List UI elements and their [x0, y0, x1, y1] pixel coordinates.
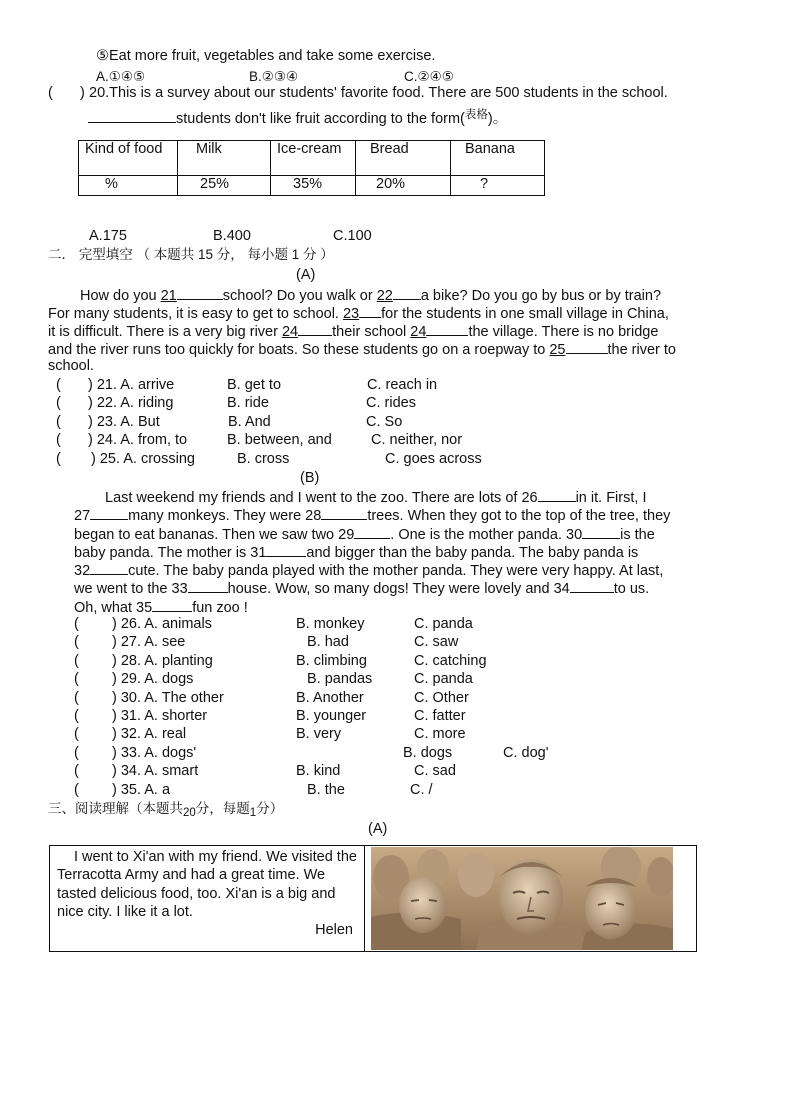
question-option-b: B. ride: [227, 395, 269, 412]
answer-paren: (: [74, 763, 79, 780]
question-option-a: ) 26. A. animals: [112, 616, 212, 632]
passage-text: it is difficult. There is a very big river: [48, 324, 282, 340]
table-cell: 20%: [356, 176, 451, 196]
q20-option-a: A.175: [89, 228, 127, 244]
question-option-a: ) 34. A. smart: [112, 763, 199, 780]
q19-option-a: A.①④⑤: [96, 69, 146, 84]
section-3-title-text: 分）: [256, 801, 284, 816]
q20-option-c: C.100: [333, 228, 372, 244]
blank-23: 23: [342, 306, 360, 322]
passage-text: and bigger than the baby panda. The baby panda is: [306, 545, 639, 561]
passage-text: began to eat bananas. Then we saw two: [74, 527, 339, 543]
passage-text: and the river runs too quickly for boats. So these students go on a roepway to: [48, 342, 550, 358]
question-option-a: ) 24. A. from, to: [88, 432, 188, 449]
question-option-b: B. get to: [227, 377, 282, 393]
answer-blank: [188, 578, 228, 593]
answer-blank: [359, 303, 381, 318]
question-option-c: C. catching: [414, 652, 487, 669]
question-option-c: C. /: [410, 781, 433, 798]
question-option-a: ) 23. A. But: [88, 413, 160, 430]
question-option-b: B. cross: [237, 450, 290, 467]
passage-text: fun zoo !: [192, 600, 248, 616]
answer-blank: [354, 524, 390, 539]
question-option-b: B. monkey: [296, 616, 365, 632]
section-3-title: [48, 800, 283, 819]
passage-text: we went to the: [74, 581, 172, 597]
passage-text: Last weekend my friends and I went to the zoo. There are lots of: [105, 490, 522, 506]
q20-line2-text: students don't like fruit according to the form(: [176, 111, 465, 127]
food-survey-table: [78, 140, 545, 196]
question-option-c: C. sad: [414, 763, 456, 780]
answer-paren: (: [74, 744, 79, 761]
answer-blank: [88, 108, 176, 123]
answer-blank: [393, 285, 421, 300]
question-option-b: B. the: [307, 781, 345, 798]
passage-text: school? Do you walk or: [222, 288, 377, 304]
passage-text: many monkeys. They were: [128, 508, 306, 524]
question-option-c: C. reach in: [367, 377, 438, 393]
answer-paren: (: [56, 395, 61, 412]
answer-blank: [90, 560, 128, 575]
answer-blank: [90, 505, 128, 520]
table-header-cell: Ice-cream: [271, 141, 356, 176]
table-header-cell: Kind of food: [79, 141, 178, 176]
table-cell: %: [79, 176, 178, 196]
passage-a-line: school.: [48, 358, 94, 374]
answer-blank: [426, 321, 468, 336]
passage-b-line: [74, 542, 638, 562]
passage-b-line: [74, 524, 655, 544]
question-option-b: B. very: [296, 726, 342, 743]
passage-text: Oh, what 35: [74, 600, 153, 616]
q19-option-b: B.②③④: [249, 69, 299, 84]
question-option-c: C. Other: [414, 689, 469, 706]
passage-text: cute. The baby panda played with the mother panda. They were very happy. At last,: [128, 563, 664, 579]
answer-paren: (: [56, 450, 61, 467]
answer-paren: (: [74, 652, 79, 669]
passage-b-line: [74, 597, 248, 617]
passage-text: the river to: [607, 342, 676, 358]
question-option-c: C. fatter: [414, 708, 466, 724]
question-option-b: B. climbing: [296, 652, 367, 669]
question-option-c: C. dog': [503, 744, 549, 761]
blank-24: 24: [410, 324, 427, 340]
answer-paren: (: [74, 781, 79, 798]
answer-blank: [177, 285, 223, 300]
passage-text: the village. There is no bridge: [468, 324, 659, 340]
question-option-a: ) 29. A. dogs: [112, 671, 194, 688]
passage-a-line: [80, 285, 661, 305]
passage-b-line: [74, 578, 649, 598]
part-b-label: (B): [300, 470, 320, 486]
blank-26: 26: [521, 490, 538, 506]
passage-a-line: [48, 303, 669, 323]
passage-text: is the: [620, 527, 655, 543]
question-option-c: C. panda: [414, 616, 473, 632]
table-cell: ?: [451, 176, 545, 196]
passage-a-line: [48, 321, 658, 341]
passage-b-line: [74, 560, 663, 580]
answer-paren: (: [74, 671, 79, 688]
blank-30: 30: [566, 527, 583, 543]
q19-item-5: ⑤Eat more fruit, vegetables and take some exercise.: [96, 48, 436, 64]
question-option-a: ) 35. A. a: [112, 781, 171, 798]
answer-blank: [152, 597, 192, 612]
passage-text: How do you: [80, 288, 161, 304]
question-option-a: ) 32. A. real: [112, 726, 187, 743]
table-header-cell: Milk: [178, 141, 271, 176]
passage-text: For many students, it is easy to get to school.: [48, 306, 343, 322]
q20-paren-close: ): [80, 85, 85, 101]
blank-31: 31: [250, 545, 267, 561]
reading-passage: [57, 848, 357, 939]
answer-blank: [266, 542, 306, 557]
table-row: [79, 176, 545, 196]
passage-text: for the students in one small village in China,: [381, 306, 669, 322]
answer-paren: (: [56, 413, 61, 430]
blank-22: 22: [376, 288, 393, 304]
q20-paren: (: [48, 85, 53, 101]
question-option-b: B. kind: [296, 763, 341, 780]
reading-card-divider: [364, 845, 365, 951]
question-option-a: ) 22. A. riding: [88, 395, 174, 412]
blank-32: 32: [74, 563, 91, 579]
table-cell: 35%: [271, 176, 356, 196]
q20-option-b: B.400: [213, 228, 251, 244]
passage-b-line: [74, 505, 670, 525]
question-option-a: ) 27. A. see: [112, 634, 186, 651]
blank-33: 33: [171, 581, 188, 597]
question-option-b: B. dogs: [403, 744, 453, 761]
blank-34: 34: [553, 581, 570, 597]
passage-text: . One is the mother panda.: [390, 527, 566, 543]
answer-paren: (: [74, 689, 79, 706]
question-option-b: B. younger: [296, 708, 367, 724]
table-header-cell: Banana: [451, 141, 545, 176]
passage-b-line: [105, 487, 646, 507]
q20-line2: [88, 108, 507, 129]
q19-option-c: C.②④⑤: [404, 69, 454, 84]
question-option-a: ) 21. A. arrive: [88, 377, 175, 393]
q20-question: 20.This is a survey about our students' favorite food. There are 500 students in the school.: [89, 85, 668, 101]
answer-blank: [538, 487, 576, 502]
reading-signature: Helen: [315, 922, 353, 939]
blank-28: 28: [305, 508, 322, 524]
passage-text: house. Wow, so many dogs! They were lovely and: [227, 581, 554, 597]
answer-blank: [298, 321, 332, 336]
question-option-a: ) 30. A. The other: [112, 689, 224, 706]
question-option-c: C. goes across: [385, 450, 482, 467]
section-3-total-points: 20: [183, 807, 196, 819]
answer-paren: (: [74, 616, 79, 632]
section-3-title-text: 三、阅读理解（本题共: [48, 801, 183, 816]
passage-text: a bike? Do you go by bus or by train?: [420, 288, 662, 304]
passage-text: trees. When they got to the top of the tree, they: [367, 508, 671, 524]
answer-paren: (: [74, 634, 79, 651]
passage-a-line: [48, 339, 676, 359]
question-option-a: ) 25. A. crossing: [91, 450, 195, 467]
blank-24: 24: [281, 324, 299, 340]
table-header-cell: Bread: [356, 141, 451, 176]
blank-21: 21: [160, 288, 177, 304]
question-option-c: C. neither, nor: [371, 432, 463, 449]
passage-text: in it. First, I: [575, 490, 647, 506]
question-option-c: C. more: [414, 726, 466, 743]
part-a-label: (A): [296, 267, 316, 283]
terracotta-army-photo: [371, 847, 673, 950]
answer-paren: (: [74, 726, 79, 743]
answer-blank: [321, 505, 367, 520]
answer-blank: [582, 524, 620, 539]
terracotta-army-illustration: [371, 847, 673, 950]
answer-blank: [566, 339, 608, 354]
question-option-a: ) 33. A. dogs': [112, 744, 197, 761]
passage-text: their school: [332, 324, 411, 340]
passage-text: to us.: [613, 581, 650, 597]
blank-25: 25: [549, 342, 566, 358]
question-option-b: B. Another: [296, 689, 364, 706]
section-2-title: 二． 完型填空 （ 本题共 15 分， 每小题 1 分 ）: [48, 247, 334, 262]
blank-27: 27: [74, 508, 91, 524]
reading-passage-text: I went to Xi'an with my friend. We visited the Terracotta Army and had a great time. We tasted delicious food, too. Xi'an is a big and nice city. I like it a lot.: [57, 849, 357, 920]
table-header-row: [79, 141, 545, 176]
passage-text: baby panda. The mother is: [74, 545, 251, 561]
answer-paren: (: [56, 377, 61, 393]
q20-line2-tail: )。: [487, 111, 508, 127]
answer-paren: (: [56, 432, 61, 449]
question-option-c: C. saw: [414, 634, 459, 651]
question-option-a: ) 28. A. planting: [112, 652, 213, 669]
question-option-b: B. And: [228, 413, 271, 430]
table-cell: 25%: [178, 176, 271, 196]
question-option-c: C. panda: [414, 671, 473, 688]
question-option-b: B. between, and: [227, 432, 332, 449]
question-option-b: B. pandas: [307, 671, 373, 688]
q20-small-text: 表格: [464, 109, 488, 121]
section-3-points-each: 1: [249, 807, 257, 819]
question-option-c: C. So: [366, 413, 403, 430]
question-option-a: ) 31. A. shorter: [112, 708, 208, 724]
section-3-title-text: 分，每题: [195, 801, 250, 816]
question-option-c: C. rides: [366, 395, 416, 412]
reading-part-a-label: (A): [368, 821, 388, 837]
answer-blank: [570, 578, 614, 593]
question-option-b: B. had: [307, 634, 349, 651]
answer-paren: (: [74, 708, 79, 724]
blank-29: 29: [338, 527, 355, 543]
